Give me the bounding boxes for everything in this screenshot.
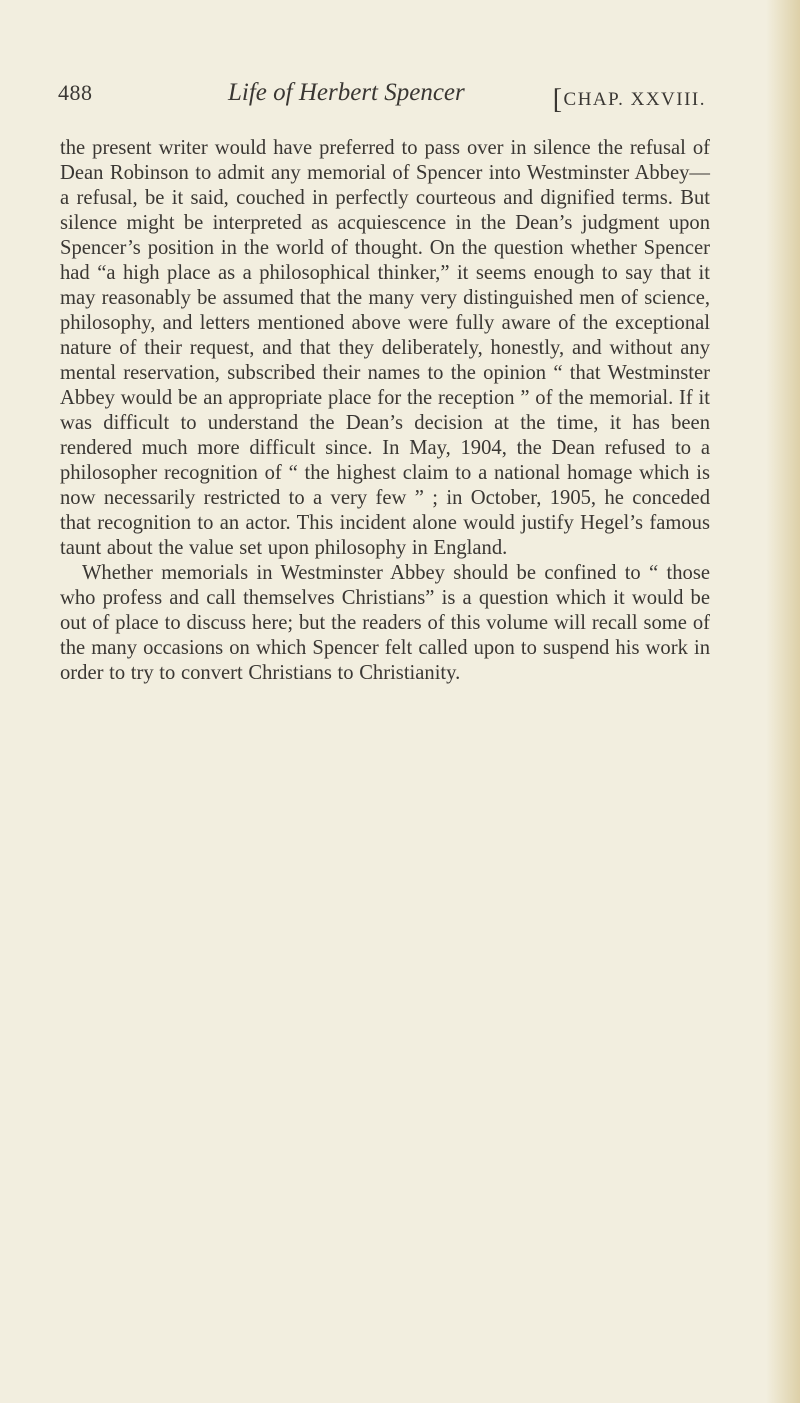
paragraph-2: Whether memorials in Westminster Abbey should be confined to “ those who profess and call themselves Christians” is a question which it would be out of place to discuss here; but the readers of this volume will recall some of the many occasions on which Spencer felt called upon to suspend his work in order to try to convert Christians to Christianity.: [60, 562, 710, 684]
running-title: Life of Herbert Spencer: [228, 79, 465, 106]
page-number: 488: [58, 80, 93, 105]
body-text: [60, 136, 710, 686]
chapter-label: CHAP. XXVIII.: [563, 89, 706, 110]
chapter-reference: [553, 81, 706, 113]
page-edge-shadow: [766, 0, 800, 1403]
running-header: [58, 80, 706, 116]
chapter-bracket: [: [552, 84, 564, 115]
paragraph-1: the present writer would have preferred to pass over in silence the refusal of Dean Robinson to admit any memorial of Spencer into Westminster Abbey—a refusal, be it said, couched in perfectly courteous and dignified terms. But silence might be interpreted as acquiescence in the Dean’s judgment upon Spencer’s position in the world of thought. On the question whether Spencer had “a high place as a philosophical thinker,” it seems enough to say that it may reasonably be assumed that the many very distinguished men of science, philosophy, and letters mentioned above were fully aware of the exceptional nature of their request, and that they deliberately, honestly, and without any mental reservation, subscribed their names to the opinion “ that Westminster Abbey would be an appropriate place for the reception ” of the memorial. If it was difficult to understand the Dean’s decision at the time, it has been rendered much more difficult since. In May, 1904, the Dean refused to a philosopher recognition of “ the highest claim to a national homage which is now necessarily restricted to a very few ” ; in October, 1905, he conceded that recognition to an actor. This incident alone would justify Hegel’s famous taunt about the value set upon philosophy in England.: [60, 137, 710, 559]
